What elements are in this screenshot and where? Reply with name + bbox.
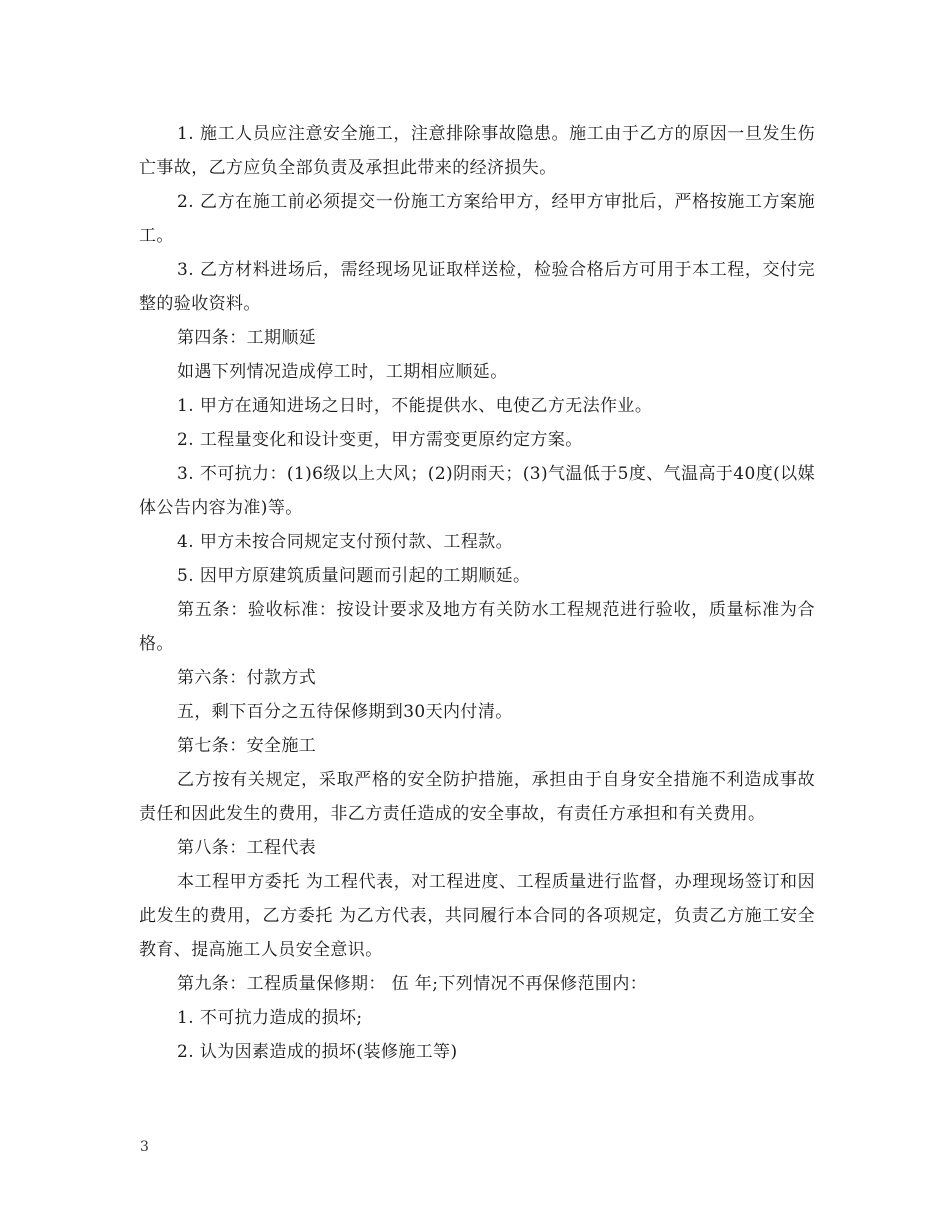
paragraph: 3. 不可抗力：(1)6级以上大风；(2)阴雨天；(3)气温低于5度、气温高于40度(以媒体公告内容为准)等。 — [139, 464, 815, 518]
paragraph: 五，剩下百分之五待保修期到30天内付清。 — [177, 702, 513, 722]
section-heading: 第八条：工程代表 — [177, 838, 317, 858]
paragraph: 1. 不可抗力造成的损坏; — [177, 1008, 363, 1028]
paragraph: 如遇下列情况造成停工时，工期相应顺延。 — [177, 362, 508, 382]
paragraph: 乙方按有关规定，采取严格的安全防护措施，承担由于自身安全措施不利造成事故责任和因此发生的费用，非乙方责任造成的安全事故，有责任方承担和有关费用。 — [139, 770, 815, 824]
paragraph: 2. 工程量变化和设计变更，甲方需变更原约定方案。 — [177, 430, 583, 450]
section-heading: 第九条：工程质量保修期： 伍 年;下列情况不再保修范围内： — [177, 974, 648, 994]
paragraph: 5. 因甲方原建筑质量问题而引起的工期顺延。 — [177, 566, 531, 586]
section-heading: 第五条：验收标准：按设计要求及地方有关防水工程规范进行验收，质量标准为合格。 — [139, 600, 815, 654]
section-heading: 第七条：安全施工 — [177, 736, 317, 756]
paragraph: 2. 乙方在施工前必须提交一份施工方案给甲方，经甲方审批后，严格按施工方案施工。 — [139, 192, 815, 246]
page-number: 3 — [140, 1139, 149, 1155]
section-heading: 第四条：工期顺延 — [177, 328, 317, 348]
paragraph: 4. 甲方未按合同规定支付预付款、工程款。 — [177, 532, 514, 552]
paragraph: 2. 认为因素造成的损坏(装修施工等) — [177, 1042, 458, 1062]
paragraph: 1. 施工人员应注意安全施工，注意排除事故隐患。施工由于乙方的原因一旦发生伤亡事故，乙方应负全部负责及承担此带来的经济损失。 — [139, 124, 815, 178]
paragraph: 本工程甲方委托 为工程代表，对工程进度、工程质量进行监督，办理现场签订和因此发生的费用，乙方委托 为乙方代表，共同履行本合同的各项规定，负责乙方施工安全教育、提高施工人员安全意识。 — [139, 872, 815, 960]
paragraph: 1. 甲方在通知进场之日时，不能提供水、电使乙方无法作业。 — [177, 396, 653, 416]
paragraph: 3. 乙方材料进场后，需经现场见证取样送检，检验合格后方可用于本工程，交付完整的验收资料。 — [139, 260, 815, 314]
section-heading: 第六条：付款方式 — [177, 668, 317, 688]
document-body — [139, 117, 815, 1069]
